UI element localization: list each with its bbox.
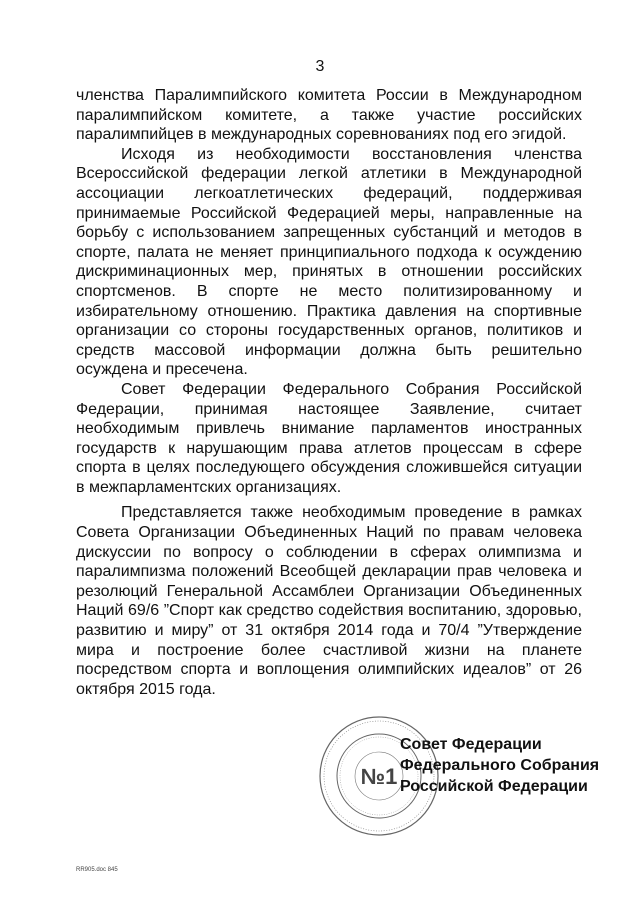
paragraph-2: Исходя из необходимости восстановления членства Всероссийской федерации легкой атлетики в Международной ассоциации легкоатлетических федераций, поддерживая принимаемые Российской Федерацией меры, направленные на борьбу с использованием запрещенных субстанций и методов в спорте, палата не меняет принципиального подхода к осуждению дискриминационных мер, принятых в отношении российских спортсменов. В спорте не место политизированному и избирательному отношению. Практика давления на спортивные организации со стороны государственных органов, политиков и средств массовой информации должна быть решительно осуждена и пресечена. [76, 145, 582, 379]
paragraph-1: членства Паралимпийского комитета России в Международном паралимпийском комитете, а также участие российских паралимпийцев в международных соревнованиях под его эгидой. [76, 87, 582, 144]
signature-line-3: Российской Федерации [400, 778, 588, 795]
paragraph-4: Представляется также необходимым проведение в рамках Совета Организации Объединенных Наций по правам человека дискуссии по вопросу о соблюдении в сферах олимпизма и паралимпизма положений Всеобщей декларации прав человека и резолюций Генеральной Ассамблеи Организации Объединенных Наций 69/6 ”Спорт как средство содействия воспитанию, здоровью, развитию и миру” от 31 октября 2014 года и 70/4 ”Утверждение мира и построение более счастливой жизни на планете посредством спорта и воплощения олимпийских идеалов” от 26 октября 2015 года. [76, 504, 582, 698]
seal-number: №1 [360, 764, 398, 789]
footer-document-code: RR905.doc 845 [76, 867, 118, 873]
paragraph-3: Совет Федерации Федерального Собрания Российской Федерации, принимая настоящее Заявление, считает необходимым привлечь внимание парламентов иностранных государств к нарушающим права атлетов процессам в сфере спорта в целях последующего обсуждения сложившейся ситуации в межпарламентских организациях. [76, 380, 582, 496]
signature-line-2: Федерального Собрания [400, 757, 600, 774]
document-body [76, 86, 582, 699]
page-number: 3 [315, 58, 325, 75]
signature-line-1: Совет Федерации [400, 736, 542, 753]
signature-block [400, 734, 599, 797]
